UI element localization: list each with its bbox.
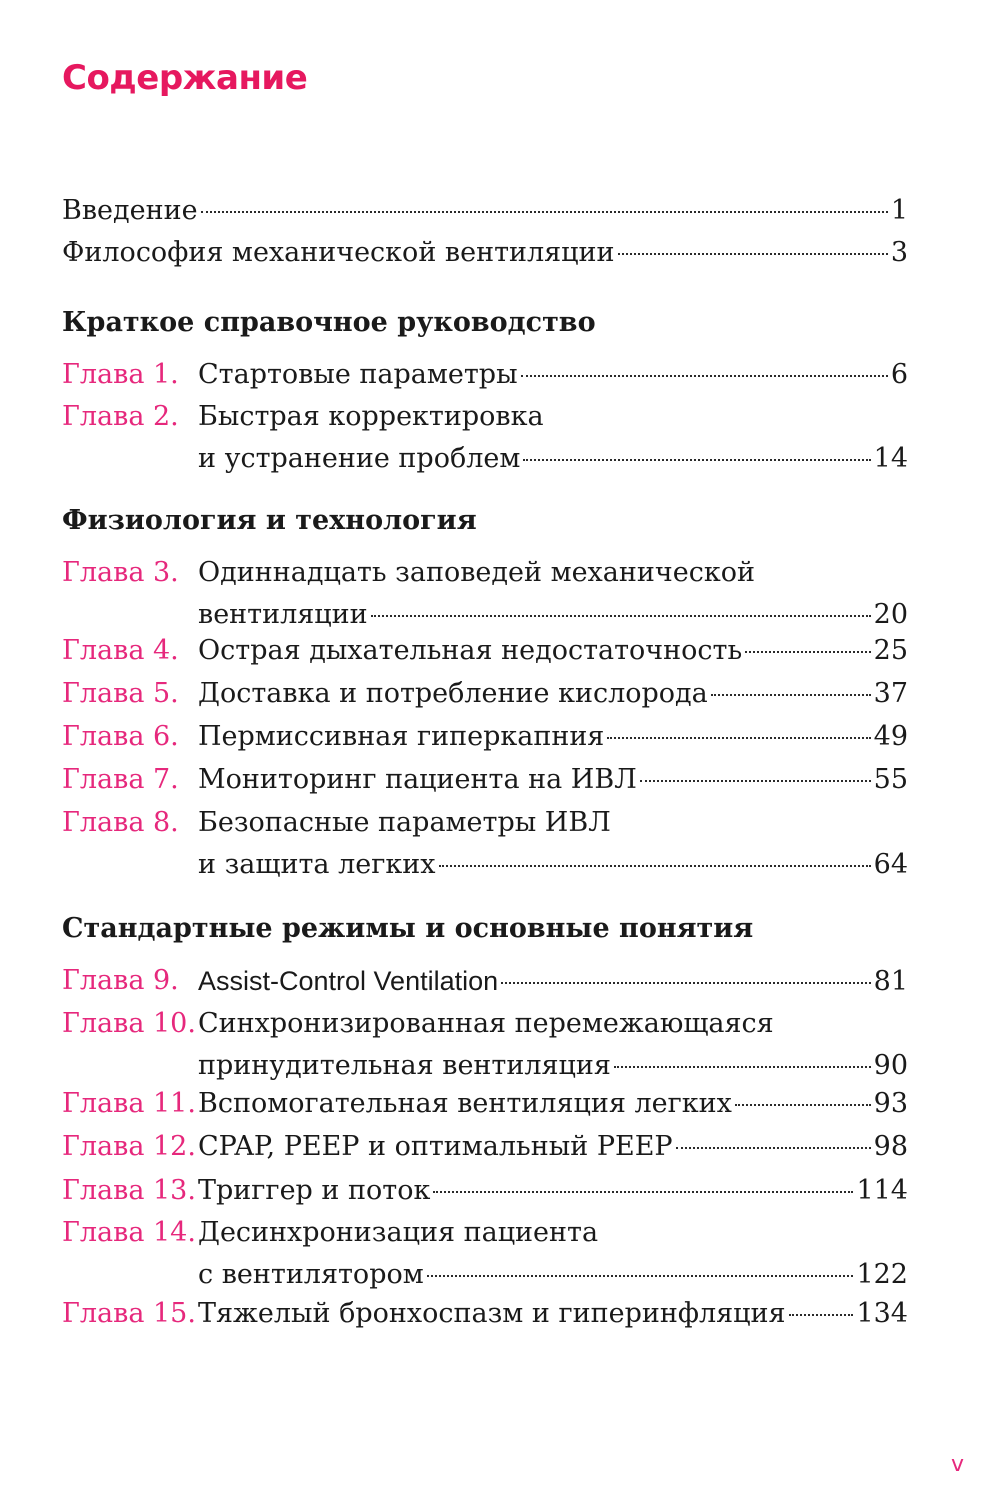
- chapter-title-cont: с вентилятором: [198, 1259, 424, 1290]
- chapter-number: Глава 6.: [62, 721, 179, 752]
- chapter-number: Глава 10.: [62, 1008, 196, 1039]
- section-heading-quick-guide: Краткое справочное руководство: [62, 307, 596, 338]
- dot-leader: [614, 1066, 871, 1068]
- chapter-title: Доставка и потребление кислорода: [198, 678, 708, 709]
- chapter-number: Глава 14.: [62, 1217, 196, 1248]
- section-heading-physiology: Физиология и технология: [62, 505, 477, 536]
- chapter-title: Мониторинг пациента на ИВЛ: [198, 764, 637, 795]
- chapter-number: Глава 7.: [62, 764, 179, 795]
- page-number: 90: [873, 1050, 908, 1081]
- toc-entry-title: Введение: [62, 195, 198, 226]
- chapter-title-cont: и устранение проблем: [198, 443, 521, 474]
- dot-leader: [640, 780, 871, 782]
- chapter-title: Быстрая корректировка: [198, 401, 544, 432]
- chapter-title: Вспомогательная вентиляция легких: [198, 1088, 732, 1119]
- page-title: Содержание: [62, 58, 308, 98]
- dot-leader: [371, 615, 871, 617]
- page-number: 114: [856, 1175, 908, 1206]
- page-number: 3: [890, 237, 908, 268]
- chapter-number: Глава 5.: [62, 678, 179, 709]
- dot-leader: [607, 737, 870, 739]
- dot-leader: [711, 694, 871, 696]
- dot-leader: [521, 375, 888, 377]
- page-number: 93: [873, 1088, 908, 1119]
- chapter-number: Глава 3.: [62, 557, 179, 588]
- page-number: 98: [873, 1131, 908, 1162]
- chapter-number: Глава 2.: [62, 401, 179, 432]
- dot-leader: [735, 1104, 871, 1106]
- page-number: 37: [873, 678, 908, 709]
- chapter-title: Острая дыхательная недостаточность: [198, 635, 743, 666]
- chapter-title: Одиннадцать заповедей механической: [198, 557, 755, 588]
- chapter-title: CPAP, PEEP и оптимальный PEEP: [198, 1131, 673, 1162]
- dot-leader: [427, 1275, 854, 1277]
- chapter-title-cont: вентиляции: [198, 599, 368, 630]
- chapter-title-cont: принудительная вентиляция: [198, 1050, 611, 1081]
- chapter-title: Триггер и поток: [198, 1175, 431, 1206]
- chapter-number: Глава 1.: [62, 359, 179, 390]
- chapter-title: Десинхронизация пациента: [198, 1217, 599, 1248]
- page-number: 14: [873, 443, 908, 474]
- page-number: 49: [873, 721, 908, 752]
- chapter-number: Глава 13.: [62, 1175, 196, 1206]
- chapter-number: Глава 8.: [62, 807, 179, 838]
- chapter-title: Безопасные параметры ИВЛ: [198, 807, 611, 838]
- page-number: 64: [873, 849, 908, 880]
- chapter-title: Синхронизированная перемежающаяся: [198, 1008, 774, 1039]
- page-number: 81: [873, 966, 908, 997]
- dot-leader: [745, 651, 870, 653]
- chapter-number: Глава 9.: [62, 965, 179, 996]
- page-number: 25: [873, 635, 908, 666]
- chapter-number: Глава 4.: [62, 635, 179, 666]
- page-number: 20: [873, 599, 908, 630]
- chapter-title: Пермиссивная гиперкапния: [198, 721, 605, 752]
- chapter-title: Стартовые параметры: [198, 359, 518, 390]
- dot-leader: [676, 1147, 871, 1149]
- page-number: 134: [856, 1298, 908, 1329]
- dot-leader: [501, 982, 871, 984]
- dot-leader: [618, 253, 888, 255]
- dot-leader: [439, 865, 871, 867]
- dot-leader: [201, 211, 888, 213]
- toc-entry-title: Философия механической вентиляции: [62, 237, 615, 268]
- chapter-title-cont: и защита легких: [198, 849, 436, 880]
- page-number: 122: [856, 1259, 908, 1290]
- chapter-number: Глава 11.: [62, 1088, 196, 1119]
- section-heading-standard-modes: Стандартные режимы и основные понятия: [62, 913, 754, 944]
- page-number: 1: [890, 195, 908, 226]
- chapter-title: Assist-Control Ventilation: [198, 966, 499, 996]
- chapter-title: Тяжелый бронхоспазм и гиперинфляция: [198, 1298, 786, 1329]
- page-number: 6: [890, 359, 908, 390]
- dot-leader: [789, 1314, 854, 1316]
- chapter-number: Глава 12.: [62, 1131, 196, 1162]
- chapter-number: Глава 15.: [62, 1298, 196, 1329]
- dot-leader: [523, 459, 870, 461]
- page-number: 55: [873, 764, 908, 795]
- dot-leader: [433, 1191, 853, 1193]
- page-folio: v: [951, 1452, 965, 1477]
